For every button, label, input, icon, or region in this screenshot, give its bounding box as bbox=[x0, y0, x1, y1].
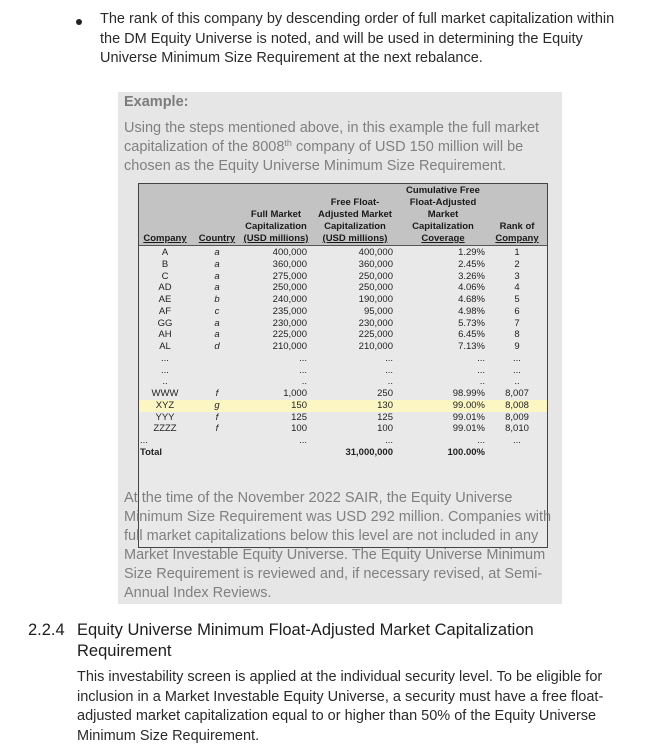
cell-rank: 5 bbox=[514, 294, 520, 305]
cell-company: .. bbox=[162, 376, 168, 388]
cell-full: 240,000 bbox=[272, 294, 307, 305]
cell-free: 100 bbox=[377, 423, 393, 435]
cell-company: ... bbox=[140, 435, 148, 446]
bullet-text: The rank of this company by descending order of full market capitalization within the DM Equity Universe is noted, and will be used in determining the Equity Universe Minimum Size Requirement at the next rebalance. bbox=[100, 11, 615, 66]
cell-full: ... bbox=[299, 352, 307, 364]
header-line: Coverage bbox=[421, 233, 465, 244]
cell-company: AF bbox=[158, 305, 172, 317]
example-closing-text: At the time of the November 2022 SAIR, the Equity Universe Minimum Size Requirement was USD 292 million. Companies with full market capitalizations below this level are not included in any Market Investable Equity Universe. The Equity Universe Minimum Size Requirement is reviewed and, if necessary revised, at Semi-Annual Index Reviews. bbox=[124, 490, 552, 601]
cell-country: a bbox=[214, 258, 220, 270]
cell-cum: 99.01% bbox=[452, 411, 485, 423]
cell-company: GG bbox=[157, 317, 173, 329]
table-header bbox=[139, 184, 547, 246]
cell-company: ... bbox=[161, 364, 169, 376]
cell-country: a bbox=[214, 329, 220, 341]
header-line: Adjusted Market bbox=[318, 209, 392, 220]
table-row bbox=[139, 341, 547, 353]
table-row bbox=[139, 271, 547, 283]
cell-rank: 6 bbox=[514, 305, 520, 317]
cell-country: g bbox=[214, 399, 220, 411]
table-row bbox=[139, 259, 547, 271]
header-line: Cumulative Free bbox=[406, 185, 480, 196]
section-number: 2.2.4 bbox=[28, 621, 65, 639]
header-full-mcap bbox=[239, 209, 313, 245]
cell-country: f bbox=[215, 411, 219, 423]
cell-company: XYZ bbox=[155, 399, 175, 411]
cell-company: WWW bbox=[151, 388, 179, 399]
cell-company: AE bbox=[158, 294, 172, 305]
cell-country: d bbox=[214, 341, 220, 352]
cell-cum: 3.26% bbox=[458, 270, 485, 282]
cell-full: 210,000 bbox=[272, 341, 307, 352]
cell-company: ... bbox=[161, 352, 169, 364]
header-line: Full Market bbox=[250, 209, 302, 220]
cell-free: 250 bbox=[377, 388, 393, 399]
section-body: This investability screen is applied at the individual security level. To be eligible for inclusion in a Market Investable Equity Universe, a security must have a free float-adjusted market capitalization equal to or higher than 50% of the Equity Universe Minimum Size Requirement. bbox=[77, 669, 604, 744]
cell-cum: 4.06% bbox=[458, 282, 485, 294]
header-line: Company bbox=[143, 233, 187, 244]
example-title: Example: bbox=[124, 94, 189, 110]
cell-cum: .. bbox=[479, 376, 485, 388]
cell-full: 1,000 bbox=[283, 388, 307, 399]
example-box bbox=[118, 92, 562, 604]
cell-free: 250,000 bbox=[358, 270, 393, 282]
total-cum: 100.00% bbox=[447, 446, 485, 458]
cell-cum: 99.00% bbox=[452, 399, 485, 411]
cell-free: .. bbox=[387, 376, 393, 388]
cell-rank: 8,008 bbox=[505, 399, 529, 411]
cell-cum: 1.29% bbox=[458, 247, 485, 258]
cell-free: 190,000 bbox=[358, 294, 393, 305]
section-title: Equity Universe Minimum Float-Adjusted Market Capitalization Requirement bbox=[77, 621, 534, 660]
cell-full: 275,000 bbox=[272, 270, 307, 282]
table-row bbox=[139, 423, 547, 435]
cell-cum: ... bbox=[477, 435, 485, 446]
table-row bbox=[139, 435, 547, 447]
total-label: Total bbox=[140, 446, 162, 458]
cell-full: 150 bbox=[291, 399, 307, 411]
cell-company: ZZZZ bbox=[153, 423, 177, 435]
cell-company: B bbox=[161, 258, 169, 270]
cell-country: b bbox=[214, 294, 220, 305]
table-row bbox=[139, 247, 547, 259]
header-cumulative-coverage bbox=[399, 185, 487, 245]
cell-rank: 4 bbox=[514, 282, 520, 294]
cell-company: A bbox=[161, 247, 169, 258]
cell-rank: 7 bbox=[514, 317, 520, 329]
header-line: Float-Adjusted bbox=[409, 197, 477, 208]
cell-full: 225,000 bbox=[272, 329, 307, 341]
cell-company: AL bbox=[159, 341, 171, 352]
header-line: Capitalization bbox=[245, 221, 307, 232]
cell-free: 250,000 bbox=[358, 282, 393, 294]
cell-country: f bbox=[215, 423, 219, 435]
cell-full: ... bbox=[299, 364, 307, 376]
cell-full: 125 bbox=[291, 411, 307, 423]
cell-full: 100 bbox=[291, 423, 307, 435]
table-row bbox=[139, 282, 547, 294]
cell-company: AH bbox=[158, 329, 172, 341]
cell-rank: 8 bbox=[514, 329, 520, 341]
cell-country: a bbox=[214, 270, 220, 282]
bullet-dot-icon bbox=[76, 19, 82, 25]
cell-country: a bbox=[214, 247, 220, 258]
cell-cum: ... bbox=[477, 352, 485, 364]
cell-full: 360,000 bbox=[272, 258, 307, 270]
cell-free: 225,000 bbox=[358, 329, 393, 341]
cell-cum: 2.45% bbox=[458, 258, 485, 270]
header-free-float-mcap bbox=[315, 197, 395, 245]
cell-full: 400,000 bbox=[272, 247, 307, 258]
ordinal-suffix: th bbox=[284, 138, 292, 148]
table-row-total bbox=[139, 447, 547, 459]
cell-full: 235,000 bbox=[272, 305, 307, 317]
cell-cum: 4.68% bbox=[458, 294, 485, 305]
cell-rank: .. bbox=[514, 376, 520, 388]
header-line: Market bbox=[427, 209, 459, 220]
cell-country: c bbox=[214, 305, 220, 317]
cell-full: ... bbox=[299, 435, 307, 446]
cell-free: 230,000 bbox=[358, 317, 393, 329]
cell-rank: 1 bbox=[514, 247, 520, 258]
cell-cum: 7.13% bbox=[458, 341, 485, 352]
header-line: Country bbox=[198, 233, 236, 244]
cell-country: a bbox=[214, 282, 220, 294]
cell-rank: 2 bbox=[514, 258, 520, 270]
cell-rank: ... bbox=[513, 352, 521, 364]
cell-free: 360,000 bbox=[358, 258, 393, 270]
cell-rank: ... bbox=[513, 364, 521, 376]
table-row-highlighted bbox=[139, 400, 547, 412]
cell-cum: 4.98% bbox=[458, 305, 485, 317]
table-row bbox=[139, 329, 547, 341]
table-row bbox=[139, 294, 547, 306]
header-rank bbox=[489, 221, 545, 245]
cell-rank: 8,007 bbox=[505, 388, 529, 399]
cell-company: YYY bbox=[155, 411, 175, 423]
header-line: Company bbox=[495, 233, 539, 244]
cell-free: ... bbox=[385, 352, 393, 364]
cell-free: ... bbox=[385, 364, 393, 376]
header-line: Capitalization bbox=[412, 221, 474, 232]
cell-free: 400,000 bbox=[358, 247, 393, 258]
example-intro-part1: Using the steps mentioned above, in this example the full market capitalization of the 8008 bbox=[124, 120, 540, 155]
cell-country: a bbox=[214, 317, 220, 329]
cell-free: 95,000 bbox=[363, 305, 393, 317]
cell-full: 230,000 bbox=[272, 317, 307, 329]
cell-cum: 98.99% bbox=[452, 388, 485, 399]
cell-rank: 3 bbox=[514, 270, 520, 282]
table-row bbox=[139, 365, 547, 377]
table-row bbox=[139, 376, 547, 388]
cell-cum: 99.01% bbox=[452, 423, 485, 435]
cell-rank: 8,009 bbox=[505, 411, 529, 423]
header-line: Free Float- bbox=[330, 197, 380, 208]
cell-rank: 8,010 bbox=[505, 423, 529, 435]
cell-cum: 5.73% bbox=[458, 317, 485, 329]
cell-country: f bbox=[215, 388, 219, 399]
cell-rank: 9 bbox=[514, 341, 520, 352]
table-body bbox=[139, 247, 547, 459]
cell-rank: ... bbox=[513, 435, 521, 446]
cell-full: 250,000 bbox=[272, 282, 307, 294]
cell-free: 130 bbox=[377, 399, 393, 411]
header-line: (USD millions) bbox=[243, 233, 309, 244]
cell-cum: 6.45% bbox=[458, 329, 485, 341]
table-row bbox=[139, 318, 547, 330]
example-intro-part2: company of USD 150 million will be chosen as the Equity Universe Minimum Size Requirement. bbox=[124, 139, 524, 174]
header-line: (USD millions) bbox=[322, 233, 388, 244]
example-intro bbox=[124, 119, 554, 176]
header-line: Rank of bbox=[499, 221, 535, 232]
cell-free: 125 bbox=[377, 411, 393, 423]
table-row bbox=[139, 353, 547, 365]
cell-free: ... bbox=[385, 435, 393, 446]
bullet-item bbox=[70, 10, 630, 69]
table-row bbox=[139, 412, 547, 424]
cell-company: C bbox=[161, 270, 169, 282]
cell-company: AD bbox=[158, 282, 172, 294]
table-row bbox=[139, 306, 547, 318]
table-row bbox=[139, 388, 547, 400]
cell-cum: ... bbox=[477, 364, 485, 376]
header-line: Capitalization bbox=[324, 221, 386, 232]
header-country bbox=[193, 233, 241, 245]
cell-full: .. bbox=[301, 376, 307, 388]
header-company bbox=[139, 233, 191, 245]
total-free: 31,000,000 bbox=[345, 446, 393, 458]
cell-free: 210,000 bbox=[358, 341, 393, 352]
